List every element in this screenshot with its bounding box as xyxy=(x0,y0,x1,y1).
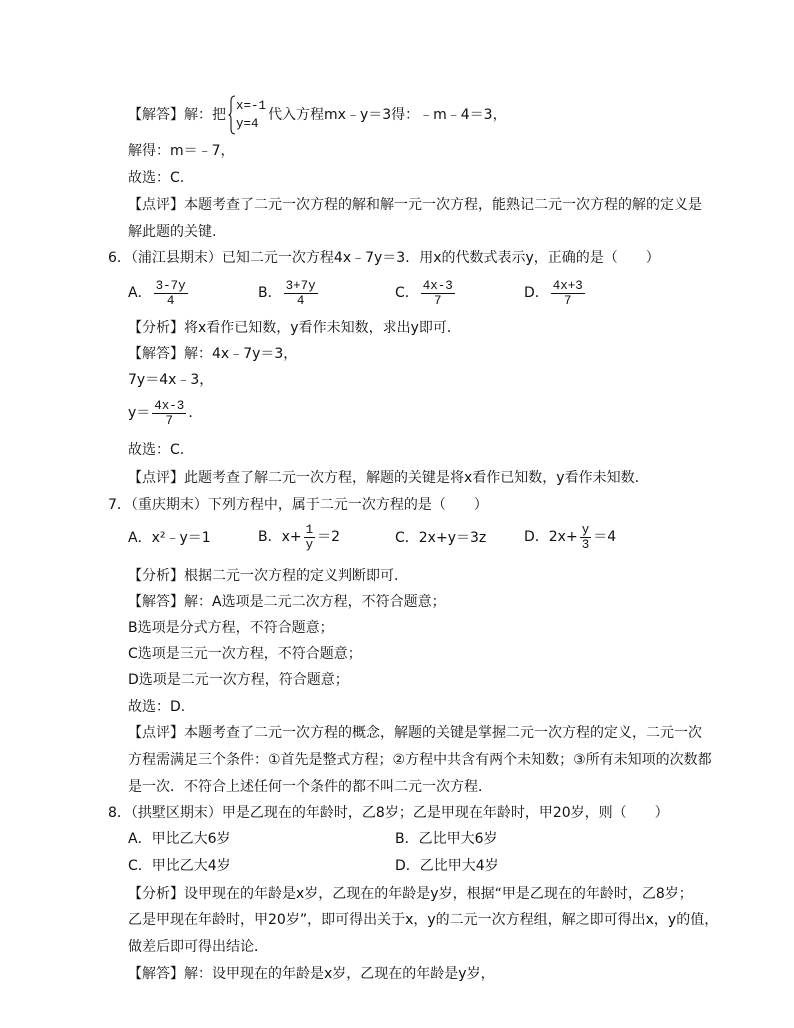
answer-suffix: ． xyxy=(188,405,203,421)
q5-comment-2: 解此题的关键. xyxy=(128,224,217,240)
q8-stem: 8．（拱墅区期末）甲是乙现在的年龄时，乙8岁；乙是甲现在年龄时，甲20岁，则（ ） xyxy=(108,805,669,821)
q8-analysis-1: 【分析】设甲现在的年龄是x岁，乙现在的年龄是y岁，根据“甲是乙现在的年龄时，乙8岁； xyxy=(128,886,693,902)
q5-answer-rest: 代入方程mx﹣y＝3得：﹣m﹣4＝3， xyxy=(268,107,507,123)
q7-answer-3: C选项是三元一次方程，不符合题意； xyxy=(128,646,362,662)
q8-option-a: A．甲比乙大6岁 xyxy=(128,831,231,847)
option-fraction: $\frac{y}{3}$ xyxy=(581,522,590,552)
left-brace-icon xyxy=(228,95,236,135)
q5-solve: 解得：m＝﹣7， xyxy=(128,143,235,159)
option-fraction: $\frac{3-7y}{4}$ xyxy=(155,278,186,308)
q6-option-d xyxy=(524,274,587,312)
q7-comment-1: 【点评】本题考查了二元一次方程的概念，解题的关键是掌握二元一次方程的定义，二元一次 xyxy=(128,725,702,741)
q5-choose: 故选：C. xyxy=(128,170,185,186)
q8-analysis-2: 乙是甲现在年龄时，甲20岁”，即可得出关于x，y的二元一次方程组，解之即可得出x，y的值， xyxy=(128,912,719,928)
option-label: D． xyxy=(524,285,549,301)
answer-fraction: $\frac{4x-3}{7}$ xyxy=(154,398,185,428)
q6-option-b xyxy=(258,274,320,312)
option-fraction: $\frac{3+7y}{4}$ xyxy=(285,278,316,308)
q5-answer-label: 【解答】解：把 xyxy=(128,107,226,123)
q7-analysis: 【分析】根据二元一次方程的定义判断即可． xyxy=(128,568,408,584)
q7-choose: 故选：D. xyxy=(128,699,186,715)
q7-option-d xyxy=(524,518,616,556)
q6-stem: 6．（浦江县期末）已知二元一次方程4x﹣7y＝3．用x的代数式表示y，正确的是（ ） xyxy=(108,250,660,266)
q8-analysis-3: 做差后即可得出结论． xyxy=(128,939,268,955)
option-prefix: B．x+ xyxy=(258,529,302,545)
option-suffix: ＝2 xyxy=(317,529,341,545)
q6-answer-1: 【解答】解：4x﹣7y＝3， xyxy=(128,346,298,362)
system-bottom: y=4 xyxy=(236,117,259,131)
q7-option-b xyxy=(258,518,340,556)
q7-comment-3: 是一次．不符合上述任何一个条件的都不叫二元一次方程． xyxy=(128,779,492,795)
q6-choose: 故选：C. xyxy=(128,442,185,458)
q7-answer-2: B选项是分式方程，不符合题意； xyxy=(128,620,334,636)
answer-prefix: y＝ xyxy=(128,405,151,421)
equation-system xyxy=(236,97,266,133)
q8-option-b: B．乙比甲大6岁 xyxy=(395,831,498,847)
q5-answer-line xyxy=(128,95,507,135)
option-fraction: $\frac{4x+3}{7}$ xyxy=(552,278,583,308)
q6-answer-2: 7y＝4x﹣3， xyxy=(128,372,214,388)
q6-comment: 【点评】此题考查了解二元一次方程，解题的关键是将x看作已知数，y看作未知数. xyxy=(128,470,640,486)
option-suffix: ＝4 xyxy=(593,529,617,545)
q7-comment-2: 方程需满足三个条件：①首先是整式方程；②方程中共含有两个未知数；③所有未知项的次数都 xyxy=(128,752,712,768)
option-label: A． xyxy=(128,285,152,301)
q7-answer-4: D选项是二元一次方程，符合题意； xyxy=(128,672,349,688)
q6-answer-3 xyxy=(128,394,202,432)
q7-option-c: C．2x+y＝3z xyxy=(395,530,487,546)
q7-answer-1: 【解答】解：A选项是二元二次方程，不符合题意； xyxy=(128,594,446,610)
q8-option-c: C．甲比乙大4岁 xyxy=(128,858,231,874)
option-fraction: $\frac{4x-3}{7}$ xyxy=(422,278,453,308)
q5-comment-1: 【点评】本题考查了二元一次方程的解和解一元一次方程，能熟记二元一次方程的解的定义是 xyxy=(128,197,702,213)
system-top: x=-1 xyxy=(236,99,267,113)
option-prefix: D．2x+ xyxy=(524,529,578,545)
q7-stem: 7．（重庆期末）下列方程中，属于二元一次方程的是（ ） xyxy=(108,497,488,513)
q8-option-d: D．乙比甲大4岁 xyxy=(395,858,499,874)
option-label: B． xyxy=(258,285,282,301)
q6-option-c xyxy=(395,274,457,312)
q6-analysis: 【分析】将x看作已知数，y看作未知数，求出y即可． xyxy=(128,320,461,336)
q6-option-a xyxy=(128,274,190,312)
option-label: C． xyxy=(395,285,419,301)
option-fraction: $\frac{1}{y}$ xyxy=(305,522,314,552)
q7-option-a: A．x²﹣y＝1 xyxy=(128,530,211,546)
q8-answer-1: 【解答】解：设甲现在的年龄是x岁，乙现在的年龄是y岁， xyxy=(128,966,495,982)
